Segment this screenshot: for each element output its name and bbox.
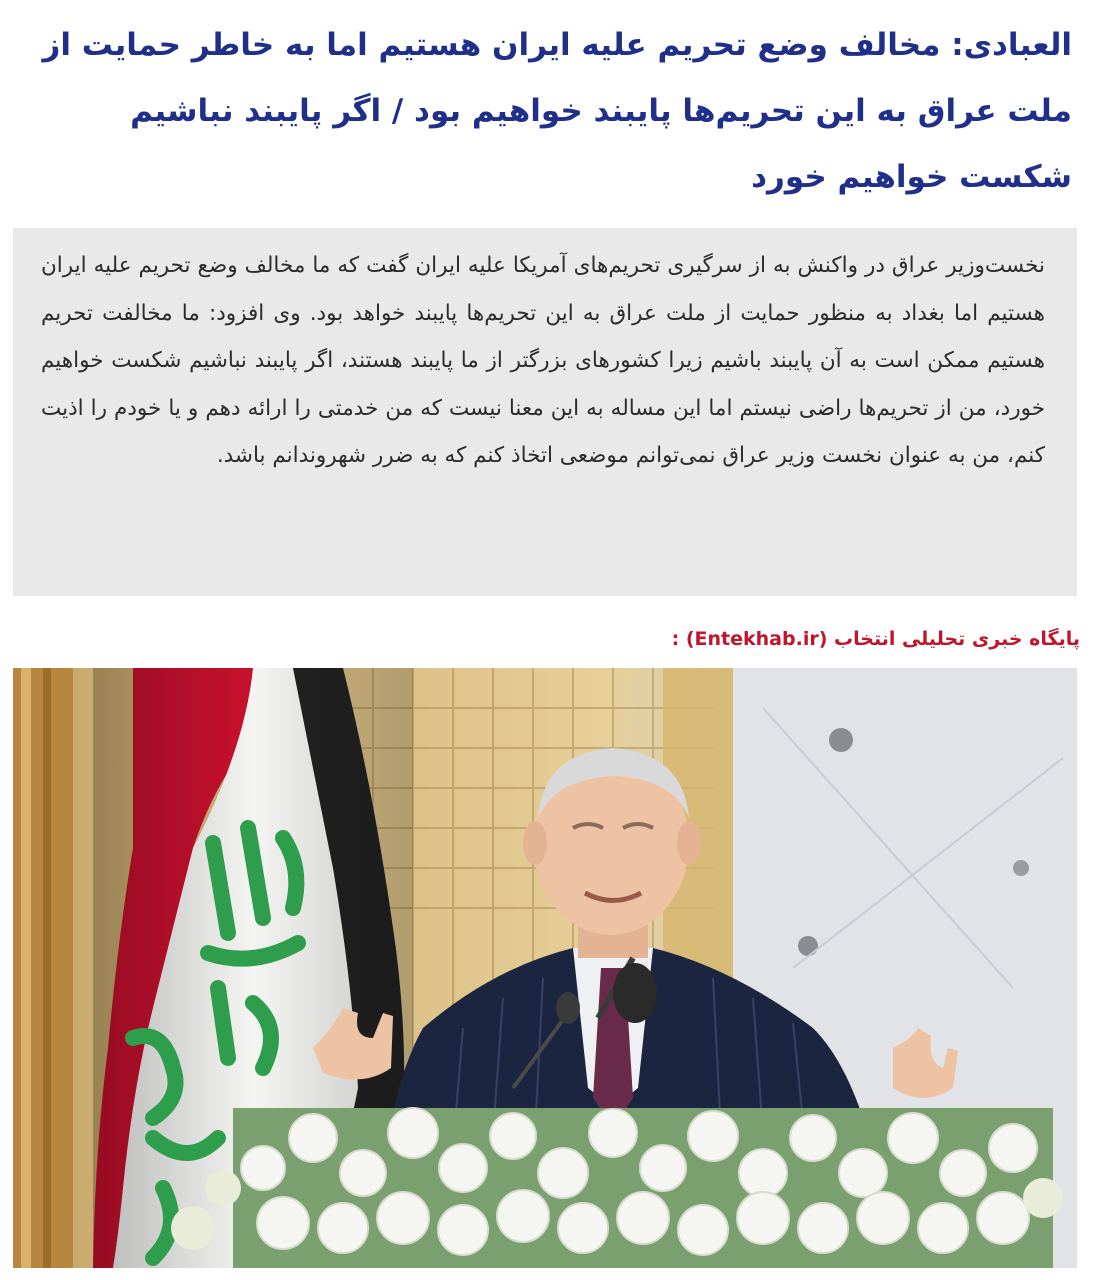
article-headline: العبادی: مخالف وضع تحریم علیه ایران هستیم اما به خاطر حمایت از ملت عراق به این تحریم‌ها پایبند خواهیم بود / اگر پایبند نباشیم شکست خواهیم خورد xyxy=(42,27,1072,195)
article-photo xyxy=(13,668,1077,1268)
article-summary-box xyxy=(13,228,1077,596)
flower-podium xyxy=(171,1108,1063,1268)
article-summary: نخست‌وزیر عراق در واکنش به از سرگیری تحریم‌های آمریکا علیه ایران گفت که ما مخالف وضع تحریم علیه ایران هستیم اما بغداد به منظور حمایت از ملت عراق به این تحریم‌ها پایبند خواهد بود. وی افزود: ما مخالفت تحریم هستیم ممکن است به آن پایبند باشیم زیرا کشورهای بزرگتر از ما پایبند هستند، اگر پایبند نباشیم شکست خواهیم خورد، من از تحریم‌ها راضی نیستم اما این مساله به این معنا نیست که من خدمتی را ارائه دهم و یا خودم را اذیت کنم، من به عنوان نخست وزیر عراق نمی‌توانم موضعی اتخاذ کنم که به ضرر شهروندانم باشد. xyxy=(41,253,1045,468)
news-source-label: پایگاه خبری تحلیلی انتخاب (Entekhab.ir) : xyxy=(671,628,1080,650)
bottom-strip xyxy=(0,1268,1093,1280)
